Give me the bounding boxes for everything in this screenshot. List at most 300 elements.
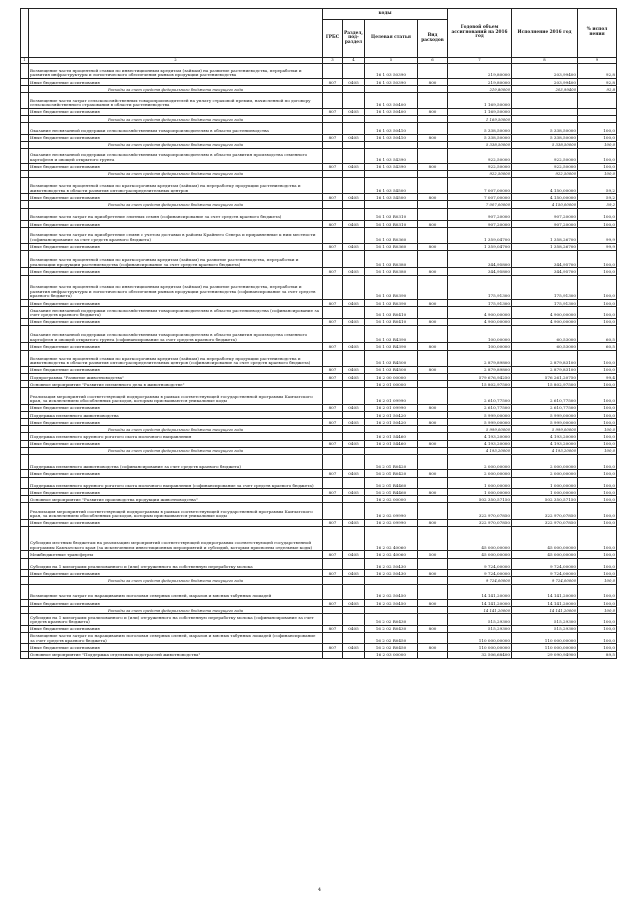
plan-cell: 322 970,07850	[448, 503, 512, 519]
grbs-cell	[323, 477, 343, 489]
vid-cell	[418, 250, 448, 268]
pct-cell: 100,0	[578, 496, 617, 503]
target-cell: 16 1 03 R4500	[365, 350, 418, 366]
row-name-cell: Поддержка племенного животноводства	[29, 411, 323, 418]
pct-cell	[578, 115, 617, 122]
razdel-cell: 0405	[343, 221, 365, 228]
vid-cell	[418, 170, 448, 177]
subtotal-row	[21, 115, 617, 122]
plan-cell: 1 359,04700	[448, 243, 512, 250]
fact-cell: 203,99400	[512, 78, 578, 85]
fact-cell: 110 000,00000	[512, 644, 578, 651]
plan-cell: 1 169,50000	[448, 115, 512, 122]
target-cell	[365, 447, 418, 454]
razdel-cell	[343, 86, 365, 93]
vid-cell: 800	[418, 404, 448, 411]
razdel-cell: 0405	[343, 404, 365, 411]
grbs-cell	[323, 381, 343, 388]
row-name-cell: Иные бюджетные ассигнования	[29, 470, 323, 477]
row-name-cell: Основное мероприятие "Поддержка отдельных подотраслей животноводства"	[29, 651, 323, 658]
grbs-cell: 807	[323, 343, 343, 350]
row-marker-cell	[21, 577, 29, 584]
row-marker-cell	[21, 519, 29, 526]
pct-cell: 100,0	[578, 599, 617, 606]
target-cell: 16 2 01 R0420	[365, 470, 418, 477]
grbs-cell	[323, 496, 343, 503]
target-cell	[365, 426, 418, 433]
fact-cell: 4 900,00000	[512, 307, 578, 319]
target-cell: 16 2 00 00000	[365, 374, 418, 381]
fact-cell: 5 999,00000	[512, 411, 578, 418]
razdel-cell: 0405	[343, 366, 365, 373]
plan-cell: 344,95800	[448, 250, 512, 268]
razdel-cell: 0405	[343, 551, 365, 558]
row-marker-cell	[21, 651, 29, 658]
target-cell: 16 2 02 50450	[365, 599, 418, 606]
vid-cell	[418, 141, 448, 148]
vid-cell	[418, 651, 448, 658]
table-row	[21, 228, 617, 243]
subtotal-row	[21, 447, 617, 454]
target-cell: 16 2 02 R0430	[365, 614, 418, 626]
target-cell: 16 2 02 R0450	[365, 632, 418, 644]
plan-cell: 922,50000	[448, 163, 512, 170]
row-name-cell: Подпрограмма "Развитие животноводства"	[29, 374, 323, 381]
row-marker-cell	[21, 433, 29, 440]
target-cell: 16 2 03 00000	[365, 651, 418, 658]
razdel-cell	[343, 325, 365, 343]
vid-cell	[418, 86, 448, 93]
plan-cell: 5 338,50000	[448, 134, 512, 141]
row-name-cell: Иные бюджетные ассигнования	[29, 268, 323, 275]
vid-cell: 800	[418, 644, 448, 651]
fact-cell: 1 000,00000	[512, 477, 578, 489]
vid-cell: 800	[418, 570, 448, 577]
vid-cell	[418, 388, 448, 404]
pct-cell: 92,8	[578, 63, 617, 78]
row-marker-cell	[21, 599, 29, 606]
row-marker-cell	[21, 625, 29, 632]
plan-cell: 9 724,00000	[448, 558, 512, 570]
pct-cell: 100,0	[578, 526, 617, 551]
grbs-cell: 807	[323, 221, 343, 228]
row-marker-cell	[21, 503, 29, 519]
pct-cell: 100,0	[578, 477, 617, 489]
row-name-cell: Иные бюджетные ассигнования	[29, 644, 323, 651]
razdel-cell: 0405	[343, 318, 365, 325]
target-cell: 16 1 03 54390	[365, 149, 418, 164]
col-number: 1	[21, 58, 29, 64]
razdel-cell: 0405	[343, 78, 365, 85]
row-marker-cell	[21, 419, 29, 426]
col-number: 3	[323, 58, 343, 64]
razdel-cell	[343, 228, 365, 243]
pct-cell: 59,2	[578, 177, 617, 193]
row-marker-cell	[21, 78, 29, 85]
fact-cell: 907,20000	[512, 208, 578, 221]
plan-cell: 7 007,00000	[448, 194, 512, 201]
pct-cell: 100,0	[578, 577, 617, 584]
fact-cell: 4 900,00000	[512, 318, 578, 325]
table-row	[21, 558, 617, 570]
grbs-cell	[323, 63, 343, 78]
plan-cell: 4 193,20000	[448, 447, 512, 454]
plan-cell: 45 000,00000	[448, 526, 512, 551]
row-name-cell: Оказание несвязанной поддержки сельскохозяйственным товаропроизводителям в области растениеводства (софинансирование за счет средств краевого бюджета)	[29, 307, 323, 319]
grbs-cell	[323, 208, 343, 221]
table-row	[21, 243, 617, 250]
razdel-cell	[343, 433, 365, 440]
row-name-cell: Поддержка племенного крупного рогатого скота молочного направления (софинансирование за счет средств краевого бюджета)	[29, 477, 323, 489]
razdel-cell	[343, 350, 365, 366]
pct-cell: 100,0	[578, 419, 617, 426]
fact-cell: 60,53000	[512, 325, 578, 343]
pct-cell: 100,0	[578, 570, 617, 577]
pct-cell	[578, 108, 617, 115]
table-row	[21, 411, 617, 418]
vid-cell: 800	[418, 489, 448, 496]
fact-cell: 922,50000	[512, 163, 578, 170]
grbs-cell	[323, 632, 343, 644]
table-row	[21, 63, 617, 78]
grbs-cell: 807	[323, 318, 343, 325]
razdel-cell	[343, 250, 365, 268]
grbs-cell: 807	[323, 108, 343, 115]
plan-cell: 907,20000	[448, 221, 512, 228]
fact-cell: 1 358,26700	[512, 228, 578, 243]
row-name-cell: Иные бюджетные ассигнования	[29, 419, 323, 426]
fact-cell: 1 358,26700	[512, 243, 578, 250]
fact-cell: 2 000,00000	[512, 470, 578, 477]
plan-cell: 5 338,50000	[448, 141, 512, 148]
target-cell: 16 1 03 R0410	[365, 307, 418, 319]
vid-cell	[418, 228, 448, 243]
razdel-cell: 0405	[343, 489, 365, 496]
row-marker-cell	[21, 163, 29, 170]
subtotal-row	[21, 426, 617, 433]
target-cell	[365, 141, 418, 148]
table-row	[21, 470, 617, 477]
grbs-cell: 807	[323, 419, 343, 426]
fact-cell: 2 610,77500	[512, 388, 578, 404]
row-marker-cell	[21, 411, 29, 418]
grbs-cell	[323, 447, 343, 454]
plan-cell: 922,50000	[448, 149, 512, 164]
fact-cell	[512, 115, 578, 122]
vid-cell	[418, 381, 448, 388]
row-marker-cell	[21, 63, 29, 78]
fact-cell: 4 150,00000	[512, 177, 578, 193]
vid-cell: 800	[418, 419, 448, 426]
col-number: 6	[418, 58, 448, 64]
pct-cell: 100,0	[578, 411, 617, 418]
razdel-cell	[343, 63, 365, 78]
pct-cell: 100,0	[578, 381, 617, 388]
razdel-cell	[343, 177, 365, 193]
target-cell: 16 2 01 50420	[365, 419, 418, 426]
fact-cell: 576 261,20750	[512, 374, 578, 381]
grbs-cell	[323, 584, 343, 599]
col-number: 5	[365, 58, 418, 64]
fact-cell: 203,99400	[512, 86, 578, 93]
vid-cell	[418, 477, 448, 489]
vid-cell	[418, 374, 448, 381]
header-blank-1	[21, 9, 29, 58]
row-marker-cell	[21, 221, 29, 228]
pct-cell: 100,0	[578, 149, 617, 164]
plan-cell: 5 999,00000	[448, 419, 512, 426]
target-cell	[365, 170, 418, 177]
target-cell: 16 1 03 R0360	[365, 243, 418, 250]
pct-cell: 100,0	[578, 318, 617, 325]
pct-cell: 100,0	[578, 470, 617, 477]
pct-cell: 100,0	[578, 584, 617, 599]
target-cell: 16 1 03 54500	[365, 177, 418, 193]
razdel-cell	[343, 455, 365, 470]
vid-cell	[418, 201, 448, 208]
grbs-cell: 807	[323, 134, 343, 141]
row-marker-cell	[21, 275, 29, 300]
table-row	[21, 108, 617, 115]
table-row	[21, 599, 617, 606]
razdel-cell	[343, 558, 365, 570]
grbs-cell	[323, 325, 343, 343]
row-marker-cell	[21, 489, 29, 496]
row-marker-cell	[21, 268, 29, 275]
plan-cell: 14 141,20000	[448, 599, 512, 606]
table-row	[21, 149, 617, 164]
vid-cell: 500	[418, 551, 448, 558]
fact-cell: 5 338,50000	[512, 123, 578, 135]
fact-cell: 907,20000	[512, 221, 578, 228]
grbs-cell	[323, 170, 343, 177]
grbs-cell: 807	[323, 470, 343, 477]
header-vid: Вид расходов	[418, 20, 448, 58]
col-number: 9	[578, 58, 617, 64]
row-name-cell: Расходы за счет средств федерального бюджета текущего года	[29, 201, 323, 208]
row-name-cell: Возмещение части затрат по наращиванию поголовья северных оленей, маралов и мясных табунных лошадей (софинансирование за счет средств краевого бюджета)	[29, 632, 323, 644]
plan-cell: 110 000,00000	[448, 632, 512, 644]
razdel-cell: 0405	[343, 108, 365, 115]
row-marker-cell	[21, 426, 29, 433]
target-cell: 16 2 02 R0450	[365, 644, 418, 651]
row-name-cell: Иные бюджетные ассигнования	[29, 343, 323, 350]
pct-cell: 100,0	[578, 519, 617, 526]
target-cell: 16 1 03 50390	[365, 63, 418, 78]
fact-cell: 344,95700	[512, 268, 578, 275]
row-marker-cell	[21, 93, 29, 108]
grbs-cell	[323, 123, 343, 135]
row-marker-cell	[21, 470, 29, 477]
fact-cell: 4 150,00000	[512, 201, 578, 208]
fact-cell: 502 350,57150	[512, 496, 578, 503]
row-name-cell: Иные бюджетные ассигнования	[29, 134, 323, 141]
row-name-cell: Иные бюджетные ассигнования	[29, 78, 323, 85]
razdel-cell	[343, 170, 365, 177]
fact-cell: 5 338,50000	[512, 141, 578, 148]
subtotal-row	[21, 201, 617, 208]
table-row	[21, 632, 617, 644]
vid-cell: 800	[418, 343, 448, 350]
row-name-cell: Основное мероприятие "Развитие производства продукции животноводства"	[29, 496, 323, 503]
plan-cell: 922,50000	[448, 170, 512, 177]
pct-cell: 100,0	[578, 250, 617, 268]
table-row	[21, 163, 617, 170]
razdel-cell: 0405	[343, 599, 365, 606]
fact-cell: 1 000,00000	[512, 489, 578, 496]
row-name-cell: Иные бюджетные ассигнования	[29, 519, 323, 526]
row-marker-cell	[21, 318, 29, 325]
pct-cell: 92,8	[578, 78, 617, 85]
row-marker-cell	[21, 86, 29, 93]
row-marker-cell	[21, 307, 29, 319]
row-name-cell: Возмещение части затрат на приобретение элитных семян (софинансирование за счет средств краевого бюджета)	[29, 208, 323, 221]
vid-cell	[418, 558, 448, 570]
fact-cell: 45 000,00000	[512, 551, 578, 558]
razdel-cell: 0405	[343, 625, 365, 632]
row-name-cell: Иные бюджетные ассигнования	[29, 300, 323, 307]
vid-cell: 800	[418, 366, 448, 373]
target-cell: 16 2 02 09990	[365, 503, 418, 519]
table-row	[21, 496, 617, 503]
razdel-cell	[343, 115, 365, 122]
vid-cell	[418, 496, 448, 503]
target-cell: 16 1 03 50390	[365, 78, 418, 85]
pct-cell: 100,0	[578, 366, 617, 373]
razdel-cell	[343, 477, 365, 489]
razdel-cell	[343, 584, 365, 599]
table-row	[21, 455, 617, 470]
pct-cell: 100,0	[578, 632, 617, 644]
plan-cell: 5 999,00000	[448, 411, 512, 418]
pct-cell: 100,0	[578, 307, 617, 319]
row-name-cell: Возмещение части процентной ставки по краткосрочным кредитам (займам) на развитие растениеводства, переработки и реализации продукции растениеводства (софинансирование за счет средств краевого бюджета)	[29, 250, 323, 268]
grbs-cell	[323, 201, 343, 208]
razdel-cell	[343, 651, 365, 658]
target-cell: 16 1 03 54500	[365, 194, 418, 201]
grbs-cell	[323, 149, 343, 164]
header-pct: % испол нения	[578, 9, 617, 58]
razdel-cell	[343, 381, 365, 388]
razdel-cell: 0405	[343, 419, 365, 426]
row-name-cell: Реализация мероприятий соответствующей подпрограммы в рамках соответствующей государственной программы Камчатского края, за исключением обособленных расходов, которым присваиваются уникальные коды	[29, 503, 323, 519]
target-cell: 16 2 02 50430	[365, 570, 418, 577]
vid-cell	[418, 93, 448, 108]
vid-cell	[418, 614, 448, 626]
razdel-cell	[343, 275, 365, 300]
fact-cell: 4 150,00000	[512, 194, 578, 201]
plan-cell: 14 141,20000	[448, 607, 512, 614]
header-blank-2	[29, 9, 323, 58]
row-marker-cell	[21, 115, 29, 122]
row-name-cell: Субсидии местным бюджетам на реализацию мероприятий соответствующей подпрограммы соответствующей государственной программы Камчатского края (за исключением инвестиционных мероприятий и субсидий, которым присвоены отдельные коды)	[29, 526, 323, 551]
plan-cell: 219,80000	[448, 86, 512, 93]
razdel-cell	[343, 577, 365, 584]
row-marker-cell	[21, 366, 29, 373]
razdel-cell	[343, 503, 365, 519]
subtotal-row	[21, 170, 617, 177]
row-marker-cell	[21, 300, 29, 307]
table-row	[21, 625, 617, 632]
target-cell: 16 1 03 50410	[365, 134, 418, 141]
fact-cell: 515,29300	[512, 625, 578, 632]
razdel-cell: 0405	[343, 243, 365, 250]
table-row	[21, 381, 617, 388]
pct-cell: 100,0	[578, 268, 617, 275]
row-marker-cell	[21, 123, 29, 135]
row-name-cell: Иные бюджетные ассигнования	[29, 194, 323, 201]
plan-cell: 15 802,97500	[448, 381, 512, 388]
target-cell: 16 1 03 R0380	[365, 250, 418, 268]
razdel-cell: 0405	[343, 570, 365, 577]
row-name-cell: Оказание несвязанной поддержки сельскохозяйственным товаропроизводителям в области развития производства семенного картофеля и овощей открытого грунта (софинансирование за счет средств краевого бюджета)	[29, 325, 323, 343]
vid-cell: 800	[418, 470, 448, 477]
subtotal-row	[21, 141, 617, 148]
table-row	[21, 651, 617, 658]
razdel-cell: 0405	[343, 343, 365, 350]
grbs-cell	[323, 350, 343, 366]
razdel-cell	[343, 307, 365, 319]
grbs-cell	[323, 115, 343, 122]
fact-cell: 45 000,00000	[512, 526, 578, 551]
row-marker-cell	[21, 496, 29, 503]
vid-cell: 800	[418, 318, 448, 325]
table-row	[21, 134, 617, 141]
target-cell: 16 2 02 40060	[365, 526, 418, 551]
vid-cell	[418, 503, 448, 519]
grbs-cell	[323, 307, 343, 319]
vid-cell	[418, 115, 448, 122]
razdel-cell	[343, 426, 365, 433]
grbs-cell	[323, 141, 343, 148]
target-cell: 16 2 02 09990	[365, 519, 418, 526]
row-marker-cell	[21, 526, 29, 551]
pct-cell: 100,0	[578, 221, 617, 228]
grbs-cell	[323, 651, 343, 658]
row-name-cell: Расходы за счет средств федерального бюджета текущего года	[29, 447, 323, 454]
target-cell	[365, 201, 418, 208]
razdel-cell	[343, 141, 365, 148]
target-cell: 16 1 03 R0390	[365, 300, 418, 307]
row-marker-cell	[21, 644, 29, 651]
table-row	[21, 489, 617, 496]
plan-cell: 2 000,00000	[448, 455, 512, 470]
grbs-cell	[323, 614, 343, 626]
table-row	[21, 440, 617, 447]
plan-cell: 1 000,00000	[448, 489, 512, 496]
vid-cell	[418, 433, 448, 440]
row-name-cell: Расходы за счет средств федерального бюджета текущего года	[29, 577, 323, 584]
col-number: 7	[448, 58, 512, 64]
table-row	[21, 343, 617, 350]
fact-cell: 29 090,94900	[512, 651, 578, 658]
fact-cell: 110 000,00000	[512, 632, 578, 644]
target-cell: 16 1 03 R4390	[365, 343, 418, 350]
target-cell: 16 1 03 R0390	[365, 275, 418, 300]
target-cell: 16 1 03 R4500	[365, 366, 418, 373]
fact-cell: 60,53000	[512, 343, 578, 350]
row-name-cell: Возмещение части затрат сельскохозяйственных товаропроизводителей на уплату страховой премии, начисленной по договору сельскохозяйственного страхования в области растениеводства	[29, 93, 323, 108]
grbs-cell	[323, 250, 343, 268]
row-marker-cell	[21, 177, 29, 193]
razdel-cell: 0405	[343, 644, 365, 651]
table-body	[21, 63, 617, 658]
row-marker-cell	[21, 194, 29, 201]
plan-cell: 4 193,20000	[448, 433, 512, 440]
pct-cell: 100,0	[578, 558, 617, 570]
pct-cell: 92,8	[578, 86, 617, 93]
row-name-cell: Расходы за счет средств федерального бюджета текущего года	[29, 115, 323, 122]
